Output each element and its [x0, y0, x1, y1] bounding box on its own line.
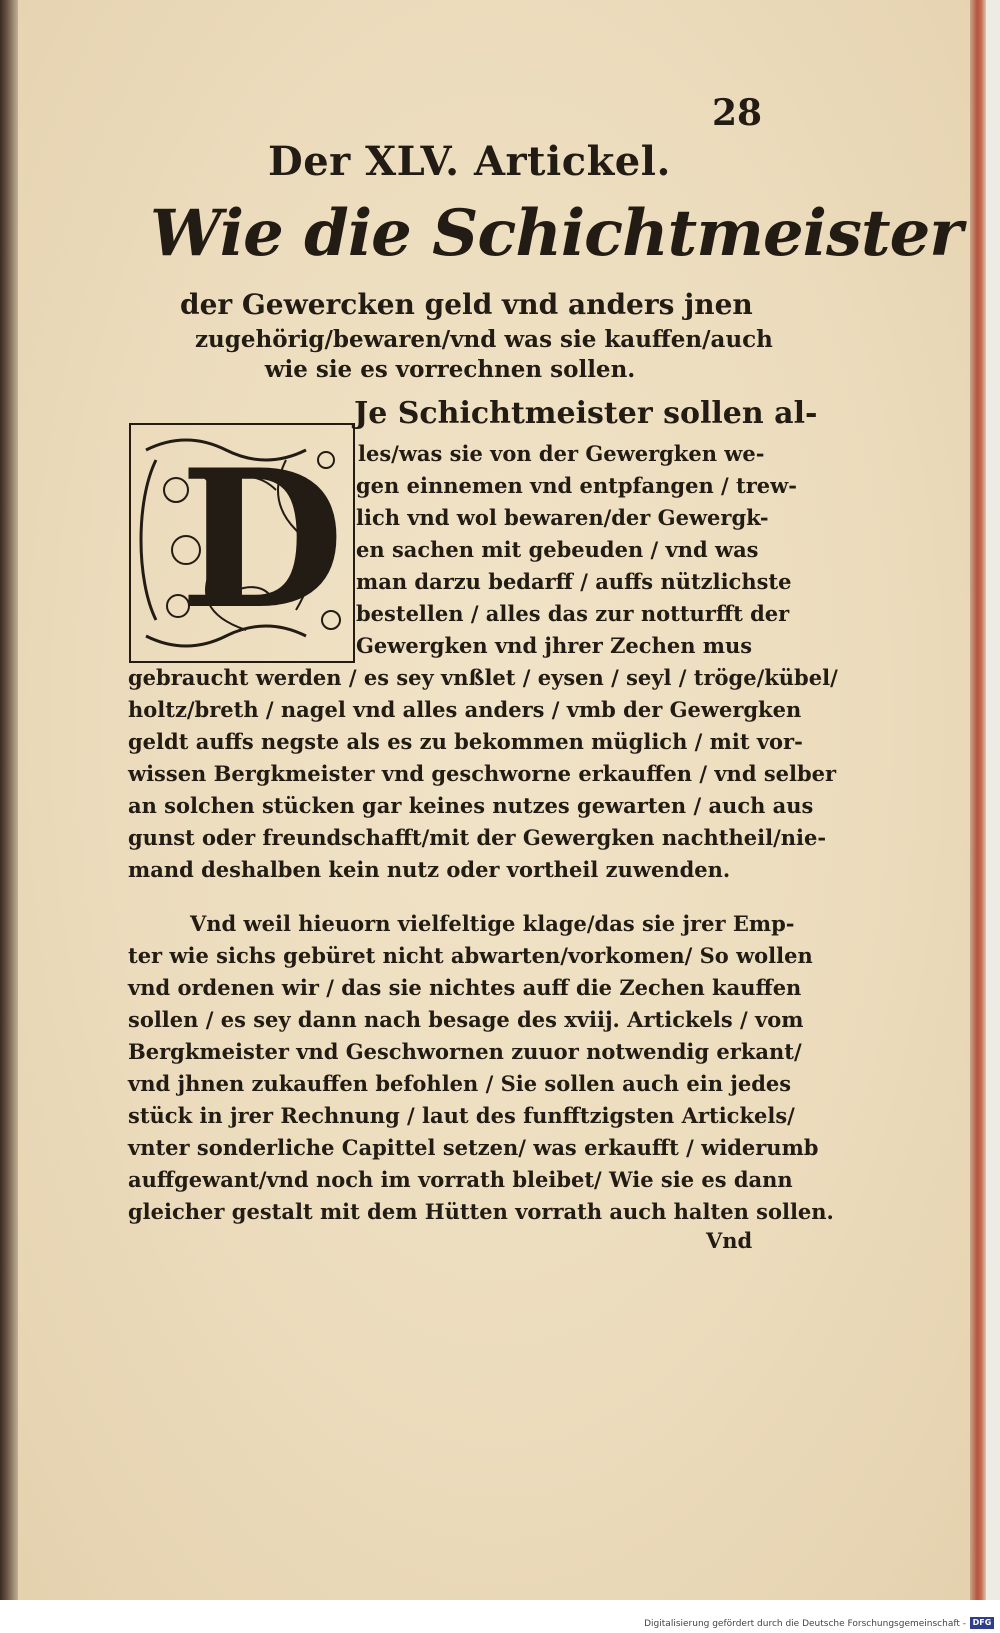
- text-line: lich vnd wol bewaren/der Gewergk-: [356, 505, 769, 530]
- subheading-line: der Gewercken geld vnd anders jnen: [180, 288, 753, 321]
- text-line: stück in jrer Rechnung / laut des funfftzigsten Artickels/: [128, 1103, 795, 1128]
- subheading-line: zugehörig/bewaren/vnd was sie kauffen/auch: [195, 326, 773, 353]
- ornament-icon: [126, 420, 358, 666]
- text-line: geldt auffs negste als es zu bekommen müglich / mit vor-: [128, 729, 803, 754]
- text-line: vnd jhnen zukauffen befohlen / Sie sollen auch ein jedes: [128, 1071, 792, 1096]
- page-number: 28: [712, 92, 763, 134]
- text-line: an solchen stücken gar keines nutzes gewarten / auch aus: [128, 793, 814, 818]
- text-line: Je Schichtmeister sollen al-: [354, 396, 818, 431]
- dfg-logo: DFG: [970, 1617, 994, 1629]
- text-line: wissen Bergkmeister vnd geschworne erkauffen / vnd selber: [128, 761, 837, 786]
- text-line: Bergkmeister vnd Geschwornen zuuor notwendig erkant/: [128, 1039, 802, 1064]
- catchword: Vnd: [706, 1228, 753, 1253]
- main-heading: Wie die Schichtmeister: [150, 196, 962, 271]
- page-margin-right: [986, 0, 1000, 1600]
- text-line: les/was sie von der Gewergken we-: [358, 441, 765, 466]
- decorated-initial: [126, 420, 358, 666]
- text-line: auffgewant/vnd noch im vorrath bleibet/ Wie sie es dann: [128, 1167, 793, 1192]
- text-line: man darzu bedarff / auffs nützlichste: [356, 569, 792, 594]
- text-line: ter wie sichs gebüret nicht abwarten/vorkomen/ So wollen: [128, 943, 813, 968]
- text-line: holtz/breth / nagel vnd alles anders / vmb der Gewergken: [128, 697, 802, 722]
- text-line: Vnd weil hieuorn vielfeltige klage/das sie jrer Emp-: [190, 911, 795, 936]
- text-line: sollen / es sey dann nach besage des xviij. Artickels / vom: [128, 1007, 804, 1032]
- initial-letter: D: [179, 428, 345, 651]
- subheading-line: wie sie es vorrechnen sollen.: [264, 356, 636, 383]
- text-line: vnd ordenen wir / das sie nichtes auff die Zechen kauffen: [128, 975, 802, 1000]
- text-line: vnter sonderliche Capittel setzen/ was erkaufft / widerumb: [128, 1135, 819, 1160]
- text-line: bestellen / alles das zur notturfft der: [356, 601, 790, 626]
- page-edge-right: [970, 0, 986, 1600]
- text-line: gebraucht werden / es sey vnßlet / eysen / seyl / tröge/kübel/: [128, 665, 838, 690]
- footer-credit: Digitalisierung gefördert durch die Deutsche Forschungsgemeinschaft -: [644, 1619, 966, 1629]
- text-line: en sachen mit gebeuden / vnd was: [356, 537, 759, 562]
- text-line: mand deshalben kein nutz oder vortheil zuwenden.: [128, 857, 731, 882]
- text-line: gunst oder freundschafft/mit der Gewergken nachtheil/nie-: [128, 825, 827, 850]
- article-title: Der XLV. Artickel.: [268, 138, 671, 185]
- text-line: Gewergken vnd jhrer Zechen mus: [356, 633, 753, 658]
- text-line: gleicher gestalt mit dem Hütten vorrath auch halten sollen.: [128, 1199, 834, 1224]
- text-line: gen einnemen vnd entpfangen / trew-: [356, 473, 797, 498]
